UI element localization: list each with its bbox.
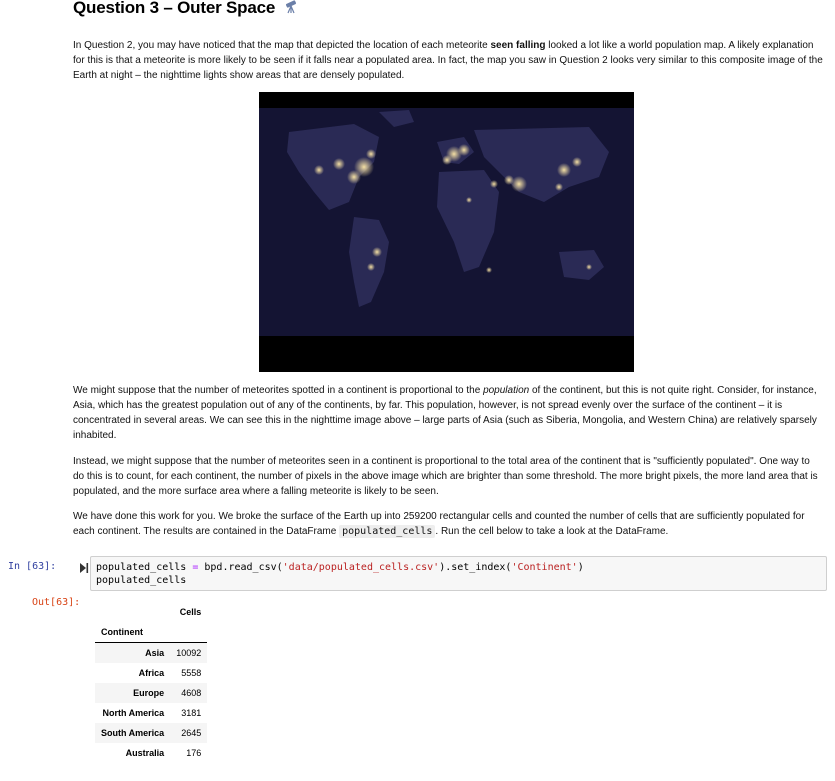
column-header-row <box>95 602 207 622</box>
code-token: ) <box>577 562 584 573</box>
table-row <box>95 683 207 703</box>
table-row <box>95 723 207 743</box>
row-value: 10092 <box>176 648 202 658</box>
blank-header <box>170 622 207 643</box>
code-token: bpd.read_csv( <box>198 562 283 573</box>
code-line-2: populated_cells <box>96 575 187 586</box>
code-string: 'data/populated_cells.csv' <box>282 562 440 573</box>
code-cell[interactable] <box>90 556 827 591</box>
code-editor[interactable] <box>96 561 584 587</box>
intro-text-a: In Question 2, you may have noticed that the map that depicted the location of each meteorite <box>73 40 491 51</box>
code-token: populated_cells <box>96 562 193 573</box>
run-cell-icon[interactable] <box>79 561 89 573</box>
code-string: 'Continent' <box>511 562 578 573</box>
dataframe-table <box>95 602 207 763</box>
row-index: Australia <box>125 748 165 758</box>
code-operator: = <box>192 562 199 573</box>
population-text-c: of the continent, but this is not quite right. Consider, for instance, Asia, which has the greatest population out of any of the continents, by far. This population, however, is not spread evenly over the surface of the continent – it is concentrated in several areas. We can see this in the nighttime image above – large parts of Asia (such as Siberia, Mongolia, and Western China) are relatively sparsely inhabited. <box>73 385 817 441</box>
row-index: Asia <box>145 648 165 658</box>
row-value: 2645 <box>181 728 202 738</box>
row-index: Europe <box>133 688 165 698</box>
population-italic-text: population <box>483 385 530 396</box>
section-heading <box>73 0 300 19</box>
dataframe-text-a: We have done this work for you. We broke the surface of the Earth up into 259200 rectangular cells and counted the number of cells that are sufficiently populated for each continent. The results are contained in the DataFrame <box>73 511 805 537</box>
dataframe-paragraph <box>73 509 823 539</box>
table-row <box>95 643 207 664</box>
dataframe-text-b: . Run the cell below to take a look at the DataFrame. <box>435 526 669 537</box>
row-value: 4608 <box>181 688 202 698</box>
intro-paragraph <box>73 38 823 83</box>
telescope-icon <box>284 0 300 19</box>
row-index: South America <box>101 728 165 738</box>
row-value: 176 <box>186 748 202 758</box>
column-header-cells: Cells <box>179 607 202 617</box>
corner-cell <box>95 602 170 622</box>
heading-text: Question 3 – Outer Space <box>73 0 276 17</box>
output-prompt: Out[63]: <box>32 597 81 608</box>
row-value: 5558 <box>181 668 202 678</box>
inline-code-populated-cells: populated_cells <box>339 525 435 538</box>
input-prompt: In [63]: <box>8 561 57 572</box>
table-row <box>95 743 207 763</box>
table-row <box>95 663 207 683</box>
row-index: Africa <box>138 668 165 678</box>
row-index: North America <box>102 708 165 718</box>
index-header-row <box>95 622 207 643</box>
index-name-header: Continent <box>95 622 170 643</box>
intro-bold-text: seen falling <box>490 40 546 51</box>
population-text-a: We might suppose that the number of meteorites spotted in a continent is proportional to the <box>73 385 484 396</box>
earth-at-night-image <box>259 92 634 372</box>
population-paragraph <box>73 383 823 443</box>
area-text: Instead, we might suppose that the number of meteorites seen in a continent is proportional to the total area of the continent that is "sufficiently populated". One way to do this is to count, for each continent, the number of pixels in the above image which are brighter than some threshold. The more bright pixels, the more land area that is populated, and the more surface area where a falling meteorite is likely to be seen. <box>73 456 818 497</box>
code-token: ).set_index( <box>439 562 512 573</box>
row-value: 3181 <box>181 708 202 718</box>
area-paragraph <box>73 454 823 499</box>
intro-text-c: looked a lot like a world population map. A likely explanation for this is that a meteorite is more likely to be seen if it falls near a populated area. In fact, the map you saw in Question 2 looks very similar to this composite image of the Earth at night – the nighttime lights show areas that are densely populated. <box>73 40 823 81</box>
table-row <box>95 703 207 723</box>
